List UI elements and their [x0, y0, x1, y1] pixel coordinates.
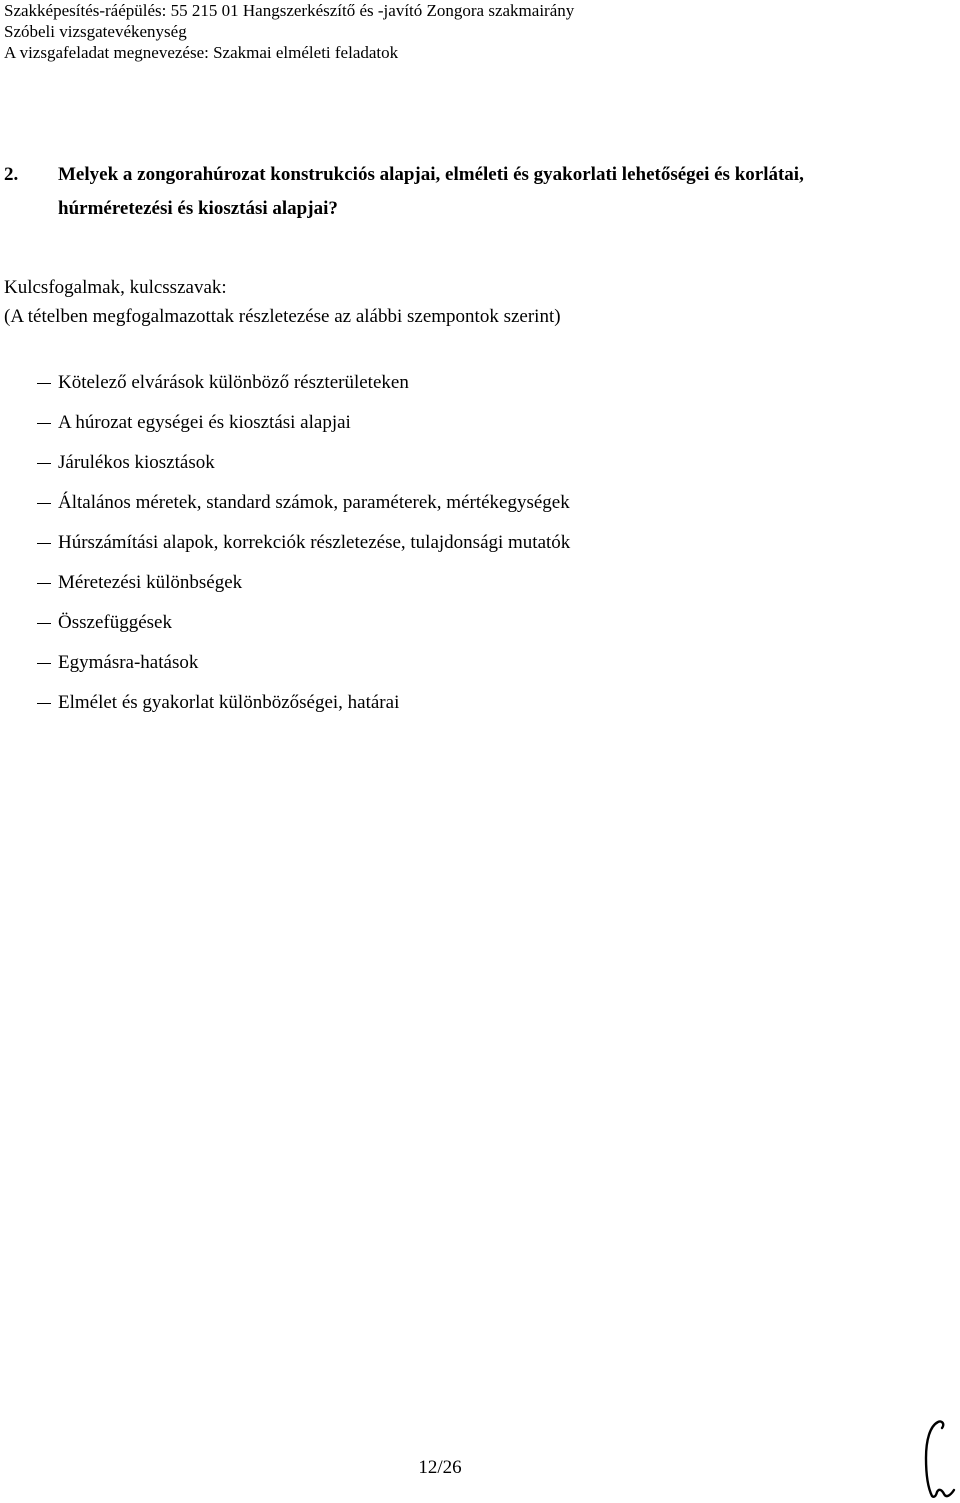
- list-item-text: A húrozat egységei és kiosztási alapjai: [58, 412, 351, 433]
- keywords-title: Kulcsfogalmak, kulcsszavak:: [4, 277, 227, 298]
- list-item-text: Egymásra-hatások: [58, 652, 199, 673]
- list-item-text: Húrszámítási alapok, korrekciók részletezése, tulajdonsági mutatók: [58, 532, 571, 553]
- list-item-text: Járulékos kiosztások: [58, 452, 215, 473]
- document-header: [4, 0, 574, 63]
- list-item-text: Méretezési különbségek: [58, 572, 243, 593]
- question-text: Melyek a zongorahúrozat konstrukciós alapjai, elméleti és gyakorlati lehetőségei és korlátai, húrméretezési és kiosztási alapjai?: [58, 164, 804, 219]
- dash-bullet: [37, 543, 51, 544]
- question-number: 2.: [4, 164, 19, 185]
- dash-bullet: [37, 463, 51, 464]
- list-item-text: Összefüggések: [58, 612, 172, 633]
- dash-bullet: [37, 503, 51, 504]
- list-item-text: Kötelező elvárások különböző részterületeken: [58, 372, 409, 393]
- header-activity: Szóbeli vizsgatevékenység: [4, 22, 187, 41]
- dash-bullet: [37, 623, 51, 624]
- dash-bullet: [37, 663, 51, 664]
- dash-bullet: [37, 703, 51, 704]
- list-item-text: Elmélet és gyakorlat különbözőségei, határai: [58, 692, 400, 713]
- header-qualification: Szakképesítés-ráépülés: 55 215 01 Hangszerkészítő és -javító Zongora szakmairány: [4, 1, 575, 20]
- keywords-subtitle: (A tételben megfogalmazottak részletezése az alábbi szempontok szerint): [4, 306, 561, 327]
- list-item-text: Általános méretek, standard számok, paraméterek, mértékegységek: [58, 492, 570, 513]
- page-number: 12/26: [418, 1457, 462, 1478]
- dash-bullet: [37, 583, 51, 584]
- dash-bullet: [37, 423, 51, 424]
- question-block: [4, 158, 904, 226]
- header-task-name: A vizsgafeladat megnevezése: Szakmai elméleti feladatok: [4, 43, 399, 62]
- dash-bullet: [37, 383, 51, 384]
- signature-mark: [918, 1418, 960, 1500]
